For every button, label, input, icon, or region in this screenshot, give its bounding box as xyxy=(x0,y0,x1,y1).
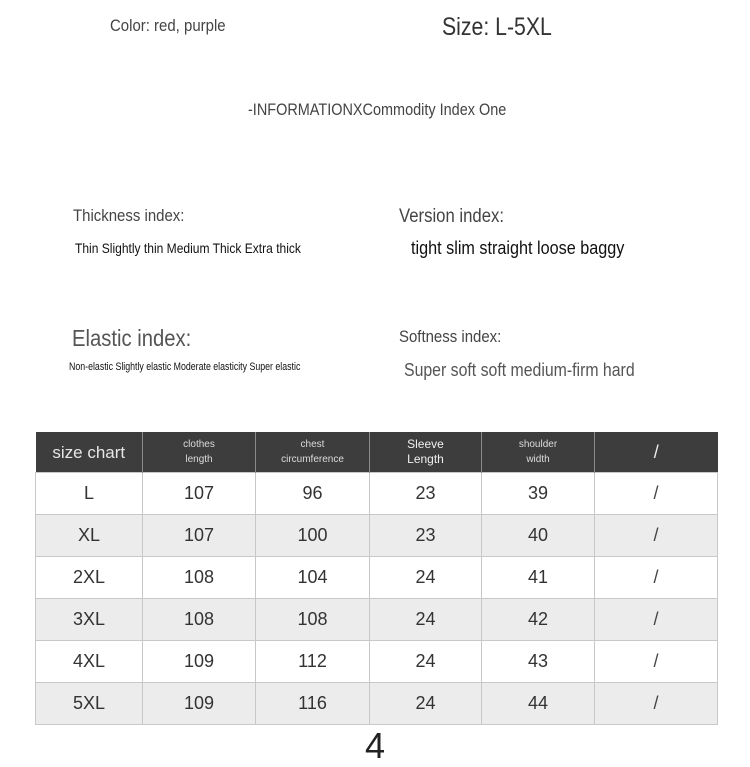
size-cell: L xyxy=(36,473,143,515)
header-line2: Length xyxy=(407,452,444,466)
size-cell: 2XL xyxy=(36,557,143,599)
thickness-index-value: Thin Slightly thin Medium Thick Extra thick xyxy=(75,240,301,256)
table-row xyxy=(36,557,718,599)
table-row xyxy=(36,515,718,557)
softness-index-value: Super soft soft medium-firm hard xyxy=(404,360,635,380)
shoulder-width-cell: 42 xyxy=(482,599,595,641)
header-size-chart xyxy=(36,432,143,473)
header-line1: size chart xyxy=(52,442,126,462)
shoulder-width-cell: 44 xyxy=(482,683,595,725)
table-row xyxy=(36,599,718,641)
clothes-length-cell: 108 xyxy=(143,557,256,599)
color-text: Color: red, purple xyxy=(110,16,226,35)
version-index-value: tight slim straight loose baggy xyxy=(411,238,625,258)
sleeve-length-cell: 24 xyxy=(370,599,482,641)
header-line2: width xyxy=(526,454,550,465)
header-shoulder-width xyxy=(482,432,595,473)
clothes-length-cell: 109 xyxy=(143,683,256,725)
clothes-length-cell: 109 xyxy=(143,641,256,683)
header-line2: circumference xyxy=(281,454,344,465)
header-line1: / xyxy=(653,441,659,462)
header-line1: Sleeve xyxy=(407,437,444,451)
shoulder-width-cell: 41 xyxy=(482,557,595,599)
size-cell: 5XL xyxy=(36,683,143,725)
sleeve-length-cell: 24 xyxy=(370,683,482,725)
slash-cell: / xyxy=(595,515,718,557)
thickness-index-label: Thickness index: xyxy=(73,206,185,225)
chest-cell: 116 xyxy=(256,683,370,725)
shoulder-width-cell: 43 xyxy=(482,641,595,683)
table-row xyxy=(36,641,718,683)
table-row xyxy=(36,683,718,725)
shoulder-width-cell: 39 xyxy=(482,473,595,515)
chest-cell: 108 xyxy=(256,599,370,641)
header-line1: clothes xyxy=(183,439,215,450)
slash-cell: / xyxy=(595,599,718,641)
sleeve-length-cell: 23 xyxy=(370,473,482,515)
chest-cell: 112 xyxy=(256,641,370,683)
header-line1: chest xyxy=(300,439,325,450)
elastic-index-label: Elastic index: xyxy=(72,325,192,351)
slash-cell: / xyxy=(595,473,718,515)
softness-index-label: Softness index: xyxy=(399,327,502,346)
table-row xyxy=(36,473,718,515)
clothes-length-cell: 107 xyxy=(143,473,256,515)
header-chest-circumference xyxy=(256,432,370,473)
clothes-length-cell: 107 xyxy=(143,515,256,557)
chest-cell: 100 xyxy=(256,515,370,557)
chest-cell: 96 xyxy=(256,473,370,515)
size-cell: XL xyxy=(36,515,143,557)
sleeve-length-cell: 23 xyxy=(370,515,482,557)
sleeve-length-cell: 24 xyxy=(370,557,482,599)
chest-cell: 104 xyxy=(256,557,370,599)
page-number: 4 xyxy=(365,725,386,766)
size-chart-table xyxy=(35,432,718,725)
header-clothes-length xyxy=(143,432,256,473)
sleeve-length-cell: 24 xyxy=(370,641,482,683)
shoulder-width-cell: 40 xyxy=(482,515,595,557)
version-index-label: Version index: xyxy=(399,206,505,227)
slash-cell: / xyxy=(595,557,718,599)
slash-cell: / xyxy=(595,683,718,725)
info-title: -INFORMATIONXCommodity Index One xyxy=(248,100,507,119)
size-cell: 3XL xyxy=(36,599,143,641)
header-line2: length xyxy=(185,454,213,465)
clothes-length-cell: 108 xyxy=(143,599,256,641)
header-line1: shoulder xyxy=(518,439,558,450)
header-sleeve-length xyxy=(370,432,482,473)
slash-cell: / xyxy=(595,641,718,683)
elastic-index-value: Non-elastic Slightly elastic Moderate elasticity Super elastic xyxy=(69,361,301,373)
header-slash xyxy=(595,432,718,473)
size-chart-header-row xyxy=(36,432,718,473)
size-cell: 4XL xyxy=(36,641,143,683)
size-text: Size: L-5XL xyxy=(442,13,552,41)
